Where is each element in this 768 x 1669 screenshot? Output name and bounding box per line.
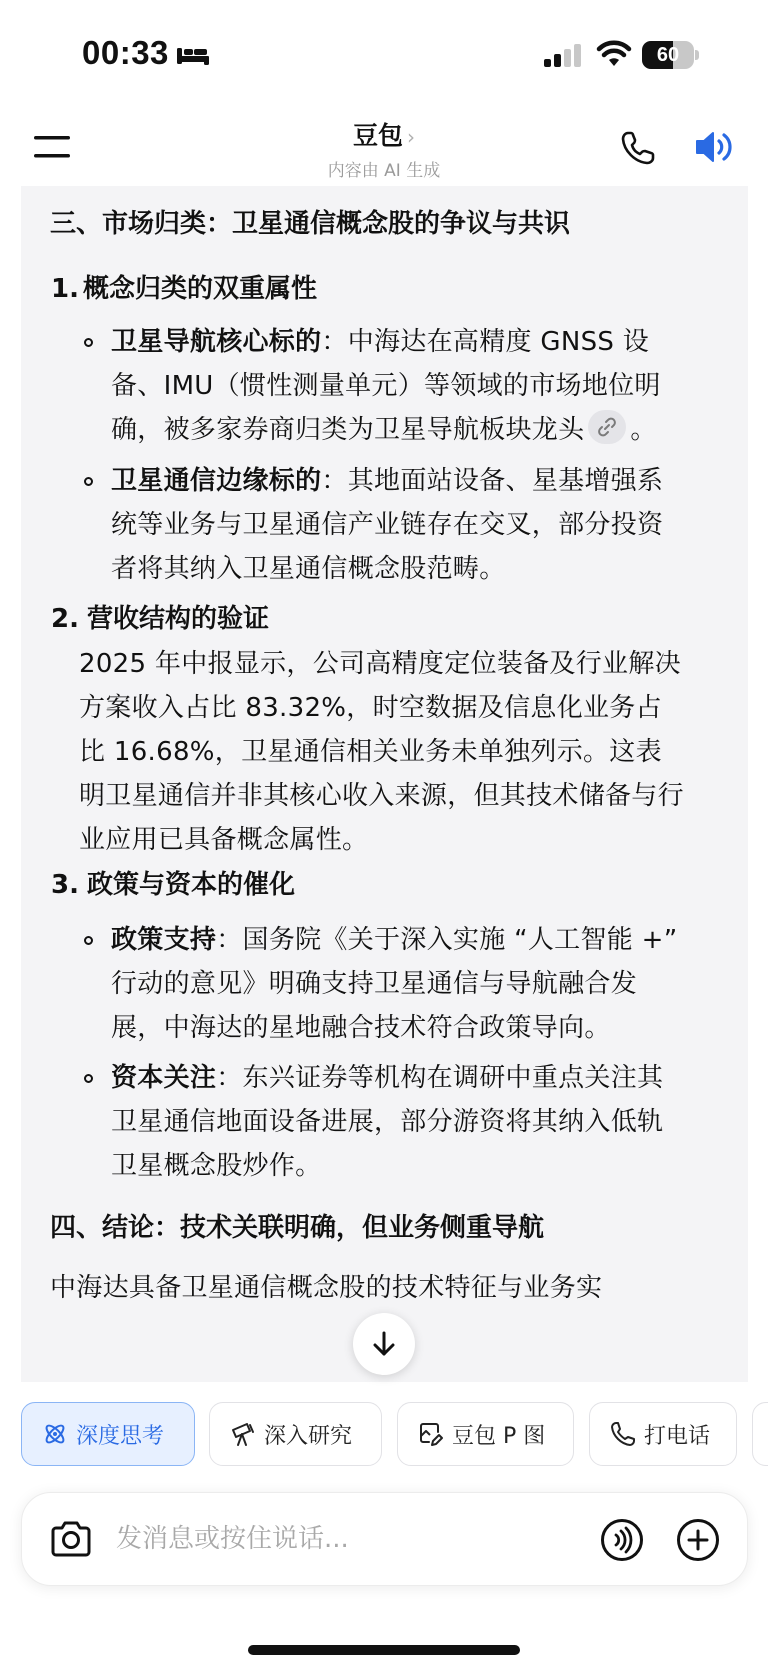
voice-input-icon[interactable]	[600, 1518, 644, 1562]
chat-title: 豆包	[352, 121, 403, 150]
bed-icon	[176, 44, 210, 66]
item3-title: 政策与资本的催化	[87, 870, 296, 900]
chip-label: 打电话	[644, 1423, 711, 1449]
chevron-right-icon: ›	[407, 125, 415, 149]
list-number-2: 2.	[51, 604, 79, 634]
chip-label: 深入研究	[264, 1423, 353, 1449]
bullet-label: 卫星导航核心标的	[111, 327, 322, 357]
battery-percent: 60	[656, 44, 680, 66]
message-input-bar	[21, 1492, 748, 1586]
item2-title: 营收结构的验证	[87, 604, 270, 634]
scroll-to-bottom-button[interactable]	[353, 1313, 415, 1375]
atom-icon	[42, 1421, 68, 1447]
phone-icon[interactable]	[620, 130, 656, 166]
bullet-icon	[84, 338, 93, 347]
status-bar	[0, 0, 768, 110]
bullet-icon	[84, 936, 93, 945]
chip-more-partial[interactable]	[752, 1402, 768, 1466]
bullet-label: 政策支持	[111, 925, 217, 955]
telescope-icon	[230, 1421, 256, 1447]
link-icon	[597, 417, 617, 437]
speaker-icon[interactable]	[694, 128, 736, 166]
bullet-policy: 政策支持：国务院《关于深入实施 “人工智能 +” 行动的意见》明确支持卫星通信与导航融合发展，中海达的星地融合技术符合政策导向。	[111, 925, 678, 1043]
wifi-icon	[596, 40, 632, 68]
ai-message-card	[21, 186, 748, 1382]
bullet-nav-core: 卫星导航核心标的：中海达在高精度 GNSS 设备、IMU（惯性测量单元）等领域的市场地位明确，被多家券商归类为卫星导航板块龙头 。	[111, 327, 661, 445]
bullet-text: 中海达在高精度 GNSS 设备、IMU（惯性测量单元）等领域的市场地位明确，被多家券商归类为卫星导航板块龙头	[111, 327, 661, 445]
chip-deep-think[interactable]	[21, 1402, 195, 1466]
chip-label: 豆包 P 图	[452, 1423, 546, 1449]
status-time: 00:33	[82, 34, 169, 71]
chip-image-edit[interactable]	[397, 1402, 574, 1466]
bullet-capital: 资本关注：东兴证券等机构在调研中重点关注其卫星通信地面设备进展，部分游资将其纳入低轨卫星概念股炒作。	[111, 1063, 664, 1181]
chip-deep-research[interactable]	[209, 1402, 382, 1466]
bullet-comm-edge: 卫星通信边缘标的：其地面站设备、星基增强系统等业务与卫星通信产业链存在交叉，部分投资者将其纳入卫星通信概念股范畴。	[111, 466, 664, 584]
camera-icon[interactable]	[49, 1519, 93, 1559]
battery-icon	[642, 41, 698, 69]
section3-heading: 三、市场归类：卫星通信概念股的争议与共识	[50, 209, 571, 239]
nav-bar	[0, 110, 768, 186]
chip-call[interactable]	[589, 1402, 737, 1466]
item2-text: 2025 年中报显示，公司高精度定位装备及行业解决方案收入占比 83.32%，时空数据及信息化业务占比 16.68%，卫星通信相关业务未单独列示。这表明卫星通信并非其核心收入来源，但其技术储备与行业应用已具备概念属性。	[79, 649, 684, 855]
bullet-label: 资本关注	[111, 1063, 217, 1093]
bullet-text: 其地面站设备、星基增强系统等业务与卫星通信产业链存在交叉，部分投资者将其纳入卫星通信概念股范畴。	[111, 466, 664, 584]
ai-disclaimer: 内容由 AI 生成	[327, 161, 441, 181]
list-number-3: 3.	[51, 870, 79, 900]
source-link-button[interactable]	[588, 410, 626, 444]
bullet-text: 国务院《关于深入实施 “人工智能 +” 行动的意见》明确支持卫星通信与导航融合发展，中海达的星地融合技术符合政策导向。	[111, 925, 678, 1043]
phone-icon	[610, 1421, 636, 1447]
arrow-down-icon	[370, 1330, 398, 1358]
bullet-icon	[84, 477, 93, 486]
bullet-label: 卫星通信边缘标的	[111, 466, 322, 496]
home-indicator	[248, 1645, 520, 1655]
signal-icon	[543, 44, 583, 68]
item1-title: 概念归类的双重属性	[83, 274, 318, 304]
chip-label: 深度思考	[76, 1423, 165, 1449]
quick-action-chips	[0, 1402, 768, 1470]
plus-icon[interactable]	[676, 1518, 720, 1562]
message-input[interactable]	[116, 1521, 536, 1557]
section4-heading: 四、结论：技术关联明确，但业务侧重导航	[50, 1213, 545, 1243]
section4-partial-text: 中海达具备卫星通信概念股的技术特征与业务实	[50, 1273, 603, 1303]
list-number-1: 1.	[51, 274, 79, 304]
bullet-icon	[84, 1074, 93, 1083]
image-edit-icon	[418, 1421, 444, 1447]
bullet-text: 东兴证券等机构在调研中重点关注其卫星通信地面设备进展，部分游资将其纳入低轨卫星概念股炒作。	[111, 1063, 664, 1181]
